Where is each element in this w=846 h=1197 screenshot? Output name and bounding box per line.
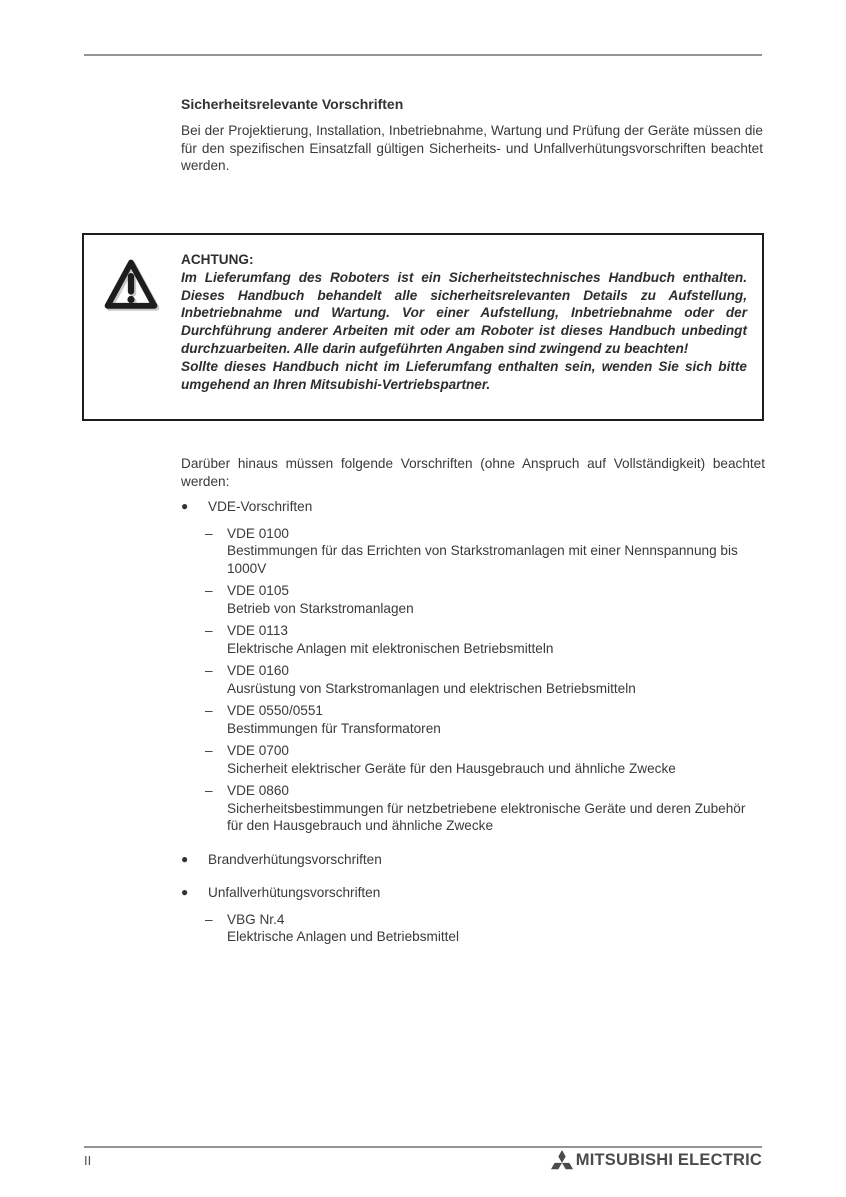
list-item (181, 498, 765, 516)
regulation-code: VBG Nr.4 (227, 911, 285, 927)
regulation-description: Elektrische Anlagen und Betriebsmittel (227, 929, 459, 944)
dash-icon: – (205, 703, 213, 718)
warning-paragraph: Im Lieferumfang des Roboters ist ein Sicherheitstechnisches Handbuch enthalten. Dieses Handbuch behandelt alle sicherheitsrelevanten Details zu Aufstellung, Inbetriebnahme und Wartung. Vor einer Aufstellung, Inbetriebnahme oder der Durchführung anderer Arbeiten mit oder am Roboter ist dieses Handbuch unbedingt durchzuarbeiten. Alle darin aufgeführten Angaben sind zwingend zu beachten! (181, 269, 747, 356)
list-item (205, 582, 765, 617)
regulation-code: VDE 0700 (227, 743, 289, 758)
regulation-description: Bestimmungen für das Errichten von Starkstromanlagen mit einer Nennspannung bis 1000V (227, 543, 738, 576)
regulation-code: VDE 0160 (227, 663, 289, 678)
warning-text-block (181, 251, 747, 393)
bullet-icon: ● (181, 851, 189, 866)
regulation-code: VDE 0100 (227, 525, 289, 541)
list-item (205, 525, 765, 578)
list-item (205, 622, 765, 657)
dash-icon: – (205, 623, 213, 638)
regulation-description: Elektrische Anlagen mit elektronischen Betriebsmitteln (227, 640, 554, 656)
mitsubishi-three-diamonds-icon (550, 1149, 574, 1172)
group-label: Brandverhütungsvorschriften (208, 851, 382, 867)
regulation-code: VDE 0550/0551 (227, 703, 323, 718)
list-item (181, 851, 765, 869)
dash-icon: – (205, 525, 213, 541)
regulation-code: VDE 0860 (227, 783, 289, 798)
brand-logo (550, 1149, 762, 1172)
page-number: II (84, 1153, 92, 1168)
list-item (205, 782, 765, 835)
warning-box (82, 233, 764, 421)
dash-icon: – (205, 583, 213, 598)
bullet-icon: ● (181, 885, 189, 899)
dash-icon: – (205, 911, 213, 927)
regulations-intro: Darüber hinaus müssen folgende Vorschriften (ohne Anspruch auf Vollständigkeit) beachtet werden: (181, 456, 765, 489)
regulation-description: Bestimmungen für Transformatoren (227, 720, 441, 736)
warning-title: ACHTUNG: (181, 252, 254, 267)
intro-paragraph: Bei der Projektierung, Installation, Inbetriebnahme, Wartung und Prüfung der Geräte müssen die für den spezifischen Einsatzfall gültigen Sicherheits- und Unfallverhütungsvorschriften beachtet werden. (181, 123, 763, 174)
regulation-code: VDE 0113 (227, 623, 288, 638)
list-item (205, 662, 765, 697)
list-item (205, 742, 765, 777)
regulation-description: Sicherheitsbestimmungen für netzbetriebene elektronische Geräte und deren Zubehör für den Hausgebrauch und ähnliche Zwecke (227, 800, 746, 833)
warning-paragraph: Sollte dieses Handbuch nicht im Lieferumfang enthalten sein, wenden Sie sich bitte umgehend an Ihren Mitsubishi-Vertriebspartner. (181, 358, 747, 392)
list-item (181, 884, 765, 902)
brand-name: MITSUBISHI ELECTRIC (575, 1151, 762, 1169)
regulation-description: Ausrüstung von Starkstromanlagen und elektrischen Betriebsmitteln (227, 680, 636, 696)
group-label: Unfallverhütungsvorschriften (208, 885, 381, 900)
dash-icon: – (205, 783, 213, 798)
footer-rule (84, 1146, 762, 1148)
group-label: VDE-Vorschriften (208, 499, 313, 514)
header-rule (84, 54, 762, 56)
regulation-code: VDE 0105 (227, 583, 289, 598)
section-heading: Sicherheitsrelevante Vorschriften (181, 96, 404, 112)
dash-icon: – (205, 743, 213, 758)
dash-icon: – (205, 663, 213, 678)
regulations-list (181, 491, 765, 951)
regulation-description: Betrieb von Starkstromanlagen (227, 600, 414, 616)
regulation-description: Sicherheit elektrischer Geräte für den Hausgebrauch und ähnliche Zwecke (227, 760, 676, 776)
bullet-icon: ● (181, 499, 189, 513)
warning-triangle-icon (104, 257, 158, 315)
list-item (205, 702, 765, 737)
list-item (205, 911, 765, 946)
